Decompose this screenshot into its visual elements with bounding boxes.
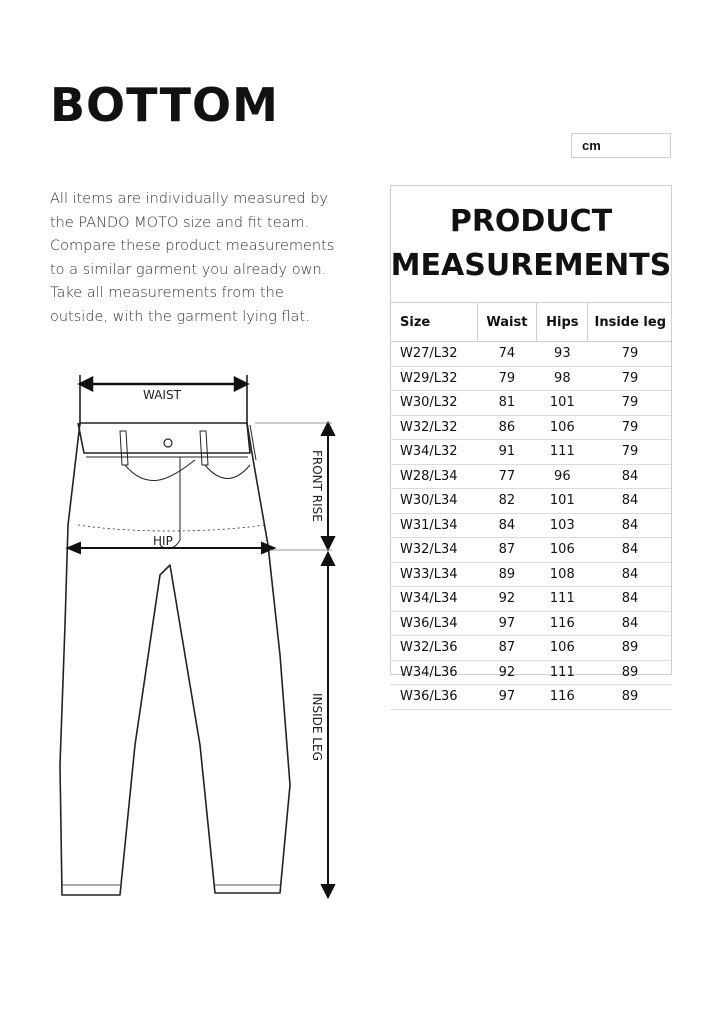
cell-hips: 106 bbox=[537, 636, 588, 661]
cell-inside-leg: 84 bbox=[588, 464, 672, 489]
cell-size: W34/L34 bbox=[390, 587, 477, 612]
cell-inside-leg: 84 bbox=[588, 587, 672, 612]
table-title bbox=[390, 200, 672, 288]
cell-size: W29/L32 bbox=[390, 366, 477, 391]
front-rise-label: FRONT RISE bbox=[310, 450, 324, 522]
cell-waist: 84 bbox=[477, 513, 536, 538]
cell-hips: 111 bbox=[537, 587, 588, 612]
header-inside-leg: Inside leg bbox=[588, 303, 672, 342]
table-row bbox=[390, 489, 672, 514]
cell-size: W30/L34 bbox=[390, 489, 477, 514]
cell-inside-leg: 84 bbox=[588, 562, 672, 587]
cell-size: W32/L32 bbox=[390, 415, 477, 440]
cell-waist: 92 bbox=[477, 587, 536, 612]
cell-waist: 97 bbox=[477, 611, 536, 636]
cell-size: W33/L34 bbox=[390, 562, 477, 587]
cell-inside-leg: 84 bbox=[588, 611, 672, 636]
table-row bbox=[390, 440, 672, 465]
cell-inside-leg: 89 bbox=[588, 685, 672, 710]
table-row bbox=[390, 342, 672, 367]
table-row bbox=[390, 660, 672, 685]
cell-size: W36/L36 bbox=[390, 685, 477, 710]
table-row bbox=[390, 611, 672, 636]
cell-hips: 98 bbox=[537, 366, 588, 391]
cell-hips: 106 bbox=[537, 415, 588, 440]
table-title-line1: PRODUCT bbox=[449, 204, 613, 239]
page-title: BOTTOM bbox=[50, 78, 279, 132]
cell-size: W27/L32 bbox=[390, 342, 477, 367]
cell-inside-leg: 84 bbox=[588, 538, 672, 563]
cell-inside-leg: 79 bbox=[588, 415, 672, 440]
cell-hips: 111 bbox=[537, 440, 588, 465]
cell-waist: 81 bbox=[477, 391, 536, 416]
cell-waist: 74 bbox=[477, 342, 536, 367]
cell-inside-leg: 84 bbox=[588, 513, 672, 538]
intro-paragraph: All items are individually measured by the PANDO MOTO size and fit team. Compare these product measurements to a similar garment you already own. Take all measurements from the outside, with the garment lying flat. bbox=[50, 191, 335, 325]
cell-hips: 106 bbox=[537, 538, 588, 563]
jeans-outline bbox=[60, 423, 290, 895]
cell-waist: 91 bbox=[477, 440, 536, 465]
cell-hips: 96 bbox=[537, 464, 588, 489]
cell-hips: 116 bbox=[537, 611, 588, 636]
table-row bbox=[390, 538, 672, 563]
hip-label: HIP bbox=[153, 534, 173, 548]
cell-hips: 93 bbox=[537, 342, 588, 367]
cell-size: W30/L32 bbox=[390, 391, 477, 416]
table-row bbox=[390, 415, 672, 440]
table-row bbox=[390, 391, 672, 416]
cell-size: W36/L34 bbox=[390, 611, 477, 636]
table-row bbox=[390, 636, 672, 661]
table-row bbox=[390, 464, 672, 489]
cell-size: W34/L32 bbox=[390, 440, 477, 465]
measurements-table bbox=[390, 302, 672, 710]
cell-hips: 101 bbox=[537, 391, 588, 416]
cell-waist: 97 bbox=[477, 685, 536, 710]
cell-hips: 116 bbox=[537, 685, 588, 710]
cell-inside-leg: 79 bbox=[588, 342, 672, 367]
cell-size: W32/L36 bbox=[390, 636, 477, 661]
cell-hips: 111 bbox=[537, 660, 588, 685]
cell-inside-leg: 79 bbox=[588, 366, 672, 391]
header-waist: Waist bbox=[477, 303, 536, 342]
cell-size: W34/L36 bbox=[390, 660, 477, 685]
table-row bbox=[390, 587, 672, 612]
cell-waist: 82 bbox=[477, 489, 536, 514]
table-row bbox=[390, 685, 672, 710]
table-row bbox=[390, 366, 672, 391]
cell-inside-leg: 79 bbox=[588, 440, 672, 465]
cell-hips: 103 bbox=[537, 513, 588, 538]
cell-inside-leg: 89 bbox=[588, 660, 672, 685]
table-row bbox=[390, 513, 672, 538]
cell-inside-leg: 79 bbox=[588, 391, 672, 416]
inside-leg-label: INSIDE LEG bbox=[310, 693, 324, 761]
cell-waist: 87 bbox=[477, 538, 536, 563]
cell-waist: 77 bbox=[477, 464, 536, 489]
cell-size: W31/L34 bbox=[390, 513, 477, 538]
header-hips: Hips bbox=[537, 303, 588, 342]
table-header-row bbox=[390, 303, 672, 342]
unit-selector[interactable]: cm bbox=[571, 133, 671, 158]
cell-size: W28/L34 bbox=[390, 464, 477, 489]
cell-inside-leg: 89 bbox=[588, 636, 672, 661]
cell-inside-leg: 84 bbox=[588, 489, 672, 514]
cell-waist: 89 bbox=[477, 562, 536, 587]
cell-hips: 108 bbox=[537, 562, 588, 587]
cell-hips: 101 bbox=[537, 489, 588, 514]
cell-waist: 87 bbox=[477, 636, 536, 661]
cell-waist: 92 bbox=[477, 660, 536, 685]
header-size: Size bbox=[390, 303, 477, 342]
table-row bbox=[390, 562, 672, 587]
cell-size: W32/L34 bbox=[390, 538, 477, 563]
cell-waist: 86 bbox=[477, 415, 536, 440]
jeans-illustration bbox=[40, 365, 340, 915]
cell-waist: 79 bbox=[477, 366, 536, 391]
waist-label: WAIST bbox=[143, 388, 181, 402]
table-title-line2: MEASUREMENTS bbox=[390, 248, 672, 283]
